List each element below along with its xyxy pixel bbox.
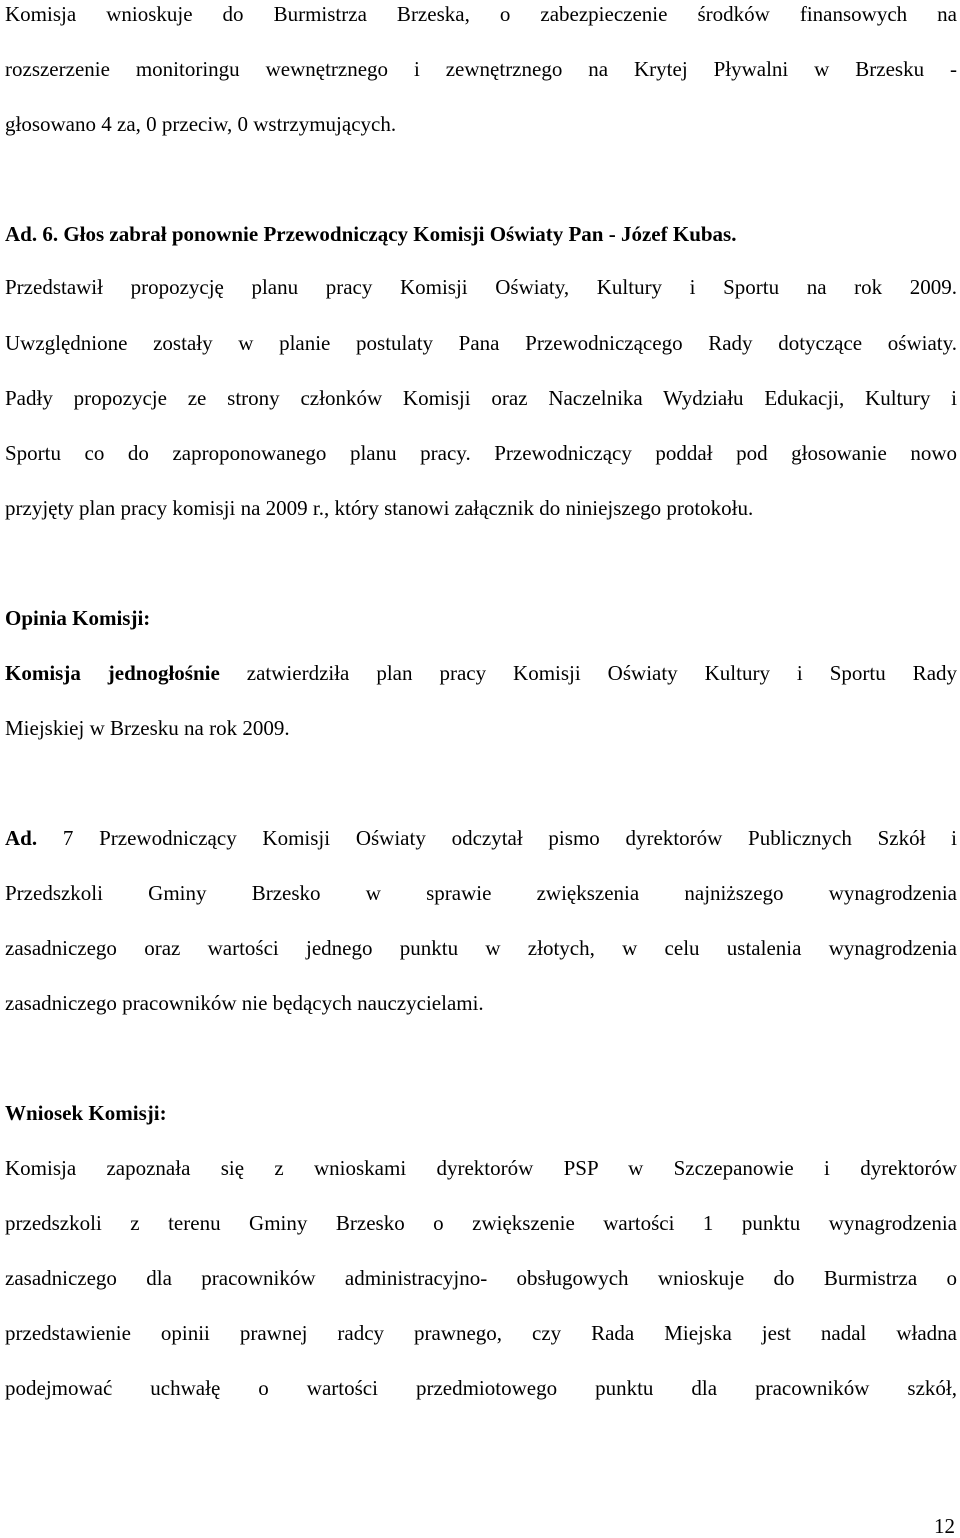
paragraph-2-line-2: Przedstawił propozycję planu pracy Komisji Oświaty, Kultury i Sportu na rok 2009.: [5, 275, 957, 299]
motion-line-1: Komisja zapoznała się z wnioskami dyrektorów PSP w Szczepanowie i dyrektorów: [5, 1156, 957, 1180]
agenda-item-7-text: 7 Przewodniczący Komisji Oświaty odczytał pismo dyrektorów Publicznych Szkół i: [62, 826, 958, 850]
opinion-bold-lead: Komisja jednogłośnie: [5, 661, 220, 685]
motion-line-3: zasadniczego dla pracowników administracyjno- obsługowych wnioskuje do Burmistrza o: [5, 1266, 957, 1290]
paragraph-2-line-4: Padły propozycje ze strony członków Komisji oraz Naczelnika Wydziału Edukacji, Kultury i: [5, 386, 957, 410]
paragraph-1-line-1: Komisja wnioskuje do Burmistrza Brzeska, o zabezpieczenie środków finansowych na: [5, 2, 957, 26]
motion-line-2: przedszkoli z terenu Gminy Brzesko o zwiększenie wartości 1 punktu wynagrodzenia: [5, 1211, 957, 1235]
paragraph-3-line-3: zasadniczego oraz wartości jednego punktu w złotych, w celu ustalenia wynagrodzenia: [5, 936, 957, 960]
opinion-heading: Opinia Komisji:: [5, 606, 151, 630]
motion-line-4: przedstawienie opinii prawnej radcy prawnego, czy Rada Miejska jest nadal władna: [5, 1321, 957, 1345]
paragraph-2-line-3: Uwzględnione zostały w planie postulaty Pana Przewodniczącego Rady dotyczące oświaty.: [5, 331, 957, 355]
paragraph-3-line-2: Przedszkoli Gminy Brzesko w sprawie zwiększenia najniższego wynagrodzenia: [5, 881, 957, 905]
opinion-line-1-text: zatwierdziła plan pracy Komisji Oświaty Kultury i Sportu Rady: [246, 661, 958, 685]
paragraph-3-line-4: zasadniczego pracowników nie będących nauczycielami.: [5, 991, 484, 1015]
agenda-item-7-label: Ad.: [5, 826, 38, 850]
page-number: 12: [934, 1514, 955, 1538]
motion-line-5: podejmować uchwałę o wartości przedmiotowego punktu dla pracowników szkół,: [5, 1376, 957, 1400]
paragraph-2-line-6: przyjęty plan pracy komisji na 2009 r., który stanowi załącznik do niniejszego protokołu.: [5, 496, 754, 520]
agenda-item-6-heading: Ad. 6. Głos zabrał ponownie Przewodniczący Komisji Oświaty Pan - Józef Kubas.: [5, 222, 737, 246]
paragraph-2-line-5: Sportu co do zaproponowanego planu pracy. Przewodniczący poddał pod głosowanie nowo: [5, 441, 957, 465]
motion-heading: Wniosek Komisji:: [5, 1101, 167, 1125]
opinion-line-2: Miejskiej w Brzesku na rok 2009.: [5, 716, 290, 740]
paragraph-1-line-2: rozszerzenie monitoringu wewnętrznego i zewnętrznego na Krytej Pływalni w Brzesku -: [5, 57, 957, 81]
document-page: [5, 0, 957, 1538]
paragraph-1-line-3: głosowano 4 za, 0 przeciw, 0 wstrzymujących.: [5, 112, 397, 136]
agenda-item-7-line-1: [5, 824, 957, 852]
opinion-line-1: [5, 659, 957, 687]
